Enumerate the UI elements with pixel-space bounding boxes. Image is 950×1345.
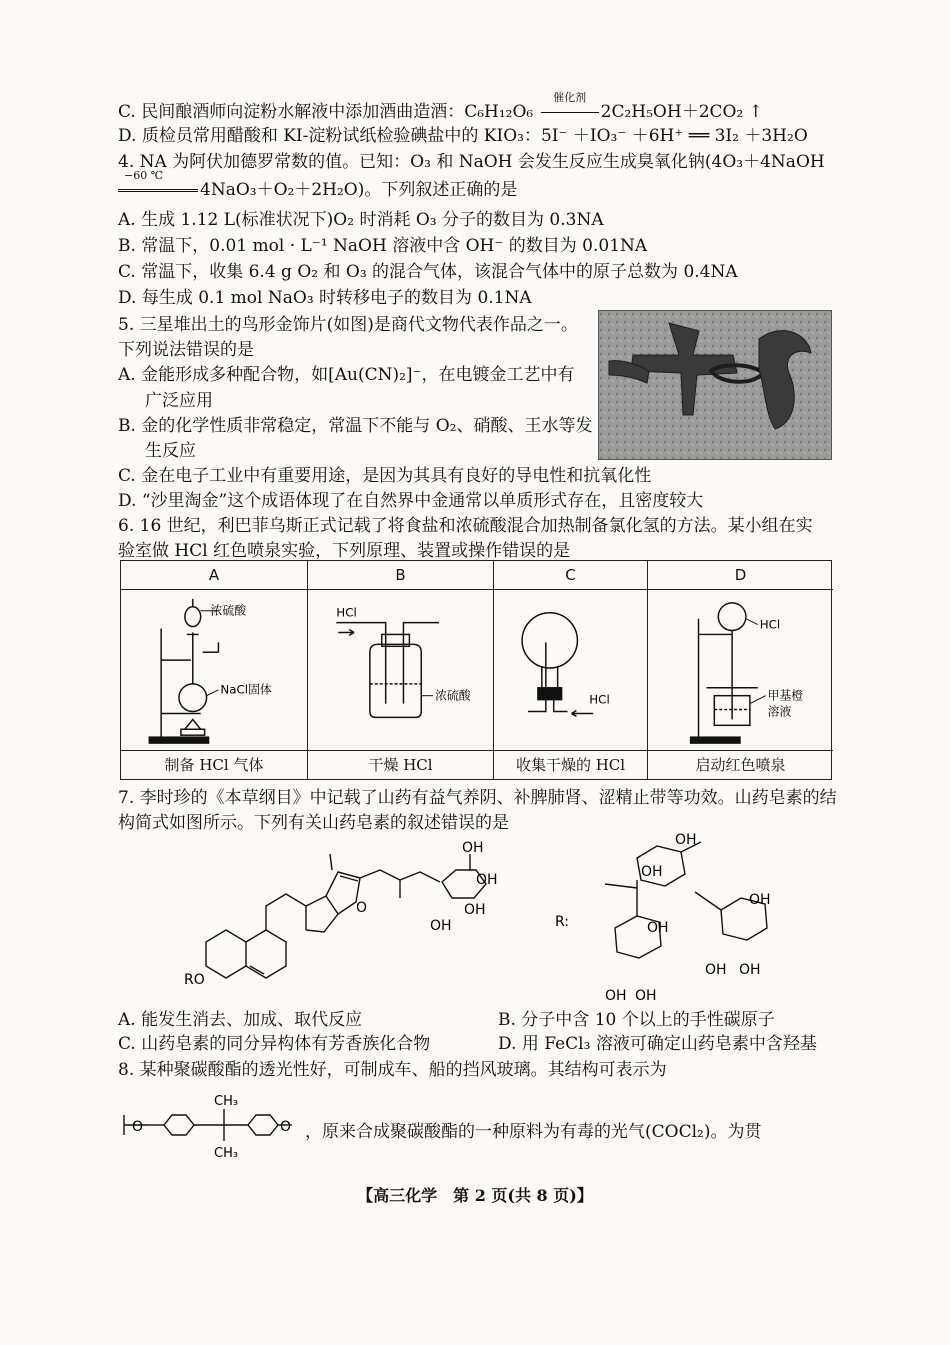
col-c-head: C [494, 561, 647, 590]
condition-label: −60 ℃ [124, 169, 164, 182]
label-hcl-c: HCl [589, 692, 610, 707]
r-oh-4: OH [749, 892, 771, 908]
q6-stem-2: 验室做 HCl 红色喷泉实验，下列原理、装置或操作错误的是 [118, 541, 571, 561]
mol-ro-label: RO [184, 972, 205, 988]
q5-option-d: D. “沙里淘金”这个成语体现了在自然界中金通常以单质形式存在，且密度较大 [118, 491, 704, 511]
col-c-caption: 收集干燥的 HCl [494, 750, 647, 779]
q3-option-d [118, 124, 808, 148]
catalyst-label: 催化剂 [553, 91, 587, 104]
q4-stem-2 [118, 169, 518, 202]
label-solution: 溶液 [767, 704, 792, 719]
q5-option-b-2: 生反应 [145, 441, 196, 461]
mol-o-label: O [356, 900, 368, 916]
r-oh-1: OH [675, 832, 697, 848]
poly-ch3-top: CH₃ [214, 1094, 239, 1109]
q4-stem-1: 4. NA 为阿伏加德罗常数的值。已知：O₃ 和 NaOH 会发生反应生成臭氧化钠(4O₃＋4NaOH [118, 152, 825, 172]
q5-stem-1: 5. 三星堆出土的鸟形金饰片(如图)是商代文物代表作品之一。 [118, 315, 578, 335]
label-sulfuric-b: 浓硫酸 [435, 688, 471, 703]
condition-arrow [118, 169, 200, 202]
col-b-head: B [308, 561, 493, 590]
q8-stem-2: ，原来合成聚碳酸酯的一种原料为有毒的光气(COCl₂)。为贯 [305, 1122, 762, 1142]
q3-c-text: C. 民间酿酒师向淀粉水解液中添加酒曲造酒： [118, 102, 465, 122]
mol-oh-label-1: OH [462, 840, 484, 856]
poly-o-1: O [132, 1119, 144, 1135]
q7-option-c: C. 山药皂素的同分异构体有芳香族化合物 [118, 1034, 431, 1054]
r-oh-5: OH [635, 988, 657, 1004]
apparatus-col-d [648, 561, 833, 779]
q3-d-text: D. 质检员常用醋酸和 KI-淀粉试纸检验碘盐中的 KIO₃： [118, 126, 541, 146]
q3-option-c [118, 91, 763, 124]
q7-stem-2: 构简式如图所示。下列有关山药皂素的叙述错误的是 [118, 813, 509, 833]
apparatus-col-a [121, 561, 308, 779]
label-hcl-d: HCl [759, 617, 781, 632]
q5-option-a-1: A. 金能形成多种配合物，如[Au(CN)₂]⁻，在电镀金工艺中有 [118, 365, 575, 385]
label-methyl-orange: 甲基橙 [767, 688, 804, 703]
q4-option-a: A. 生成 1.12 L(标准状况下)O₂ 时消耗 O₃ 分子的数目为 0.3NA [118, 210, 604, 230]
r-oh-3: OH [647, 920, 669, 936]
mol-oh-label-2: OH [476, 872, 498, 888]
q7-option-b: B. 分子中含 10 个以上的手性碳原子 [498, 1010, 775, 1030]
mol-oh-label-4: OH [430, 918, 452, 934]
col-b-caption: 干燥 HCl [308, 750, 493, 779]
q7-option-d: D. 用 FeCl₃ 溶液可确定山药皂素中含羟基 [498, 1034, 817, 1054]
apparatus-b-drawing [308, 589, 493, 751]
page-footer: 【高三化学 第 2 页(共 8 页)】 [357, 1186, 593, 1205]
q8-stem-1: 8. 某种聚碳酸酯的透光性好，可制成车、船的挡风玻璃。其结构可表示为 [118, 1060, 667, 1080]
q4-stem-2-text: 4NaO₃＋O₂＋2H₂O)。下列叙述正确的是 [200, 180, 518, 200]
label-nacl-solid: NaCl固体 [220, 682, 272, 697]
col-d-head: D [648, 561, 833, 590]
apparatus-d-drawing [648, 589, 833, 751]
dioscin-aglycone-structure [180, 840, 510, 1000]
r-ho-1: OH [605, 988, 627, 1004]
q3-c-eq-right: 2C₂H₅OH＋2CO₂ ↑ [600, 102, 763, 122]
apparatus-c-drawing [494, 589, 647, 751]
q3-d-eq: 5I⁻ ＋IO₃⁻ ＋6H⁺ ══ 3I₂ ＋3H₂O [540, 126, 808, 146]
col-a-head: A [121, 561, 307, 590]
q4-option-c: C. 常温下，收集 6.4 g O₂ 和 O₃ 的混合气体，该混合气体中的原子总数为 0.4NA [118, 262, 738, 282]
polycarbonate-structure [118, 1085, 308, 1165]
label-conc-sulfuric: 浓硫酸 [210, 603, 247, 618]
col-a-caption: 制备 HCl 气体 [121, 750, 307, 779]
catalyst-arrow [539, 91, 601, 124]
apparatus-table [120, 560, 832, 780]
apparatus-col-c [494, 561, 648, 779]
q5-option-c: C. 金在电子工业中有重要用途，是因为其具有良好的导电性和抗氧化性 [118, 466, 652, 486]
poly-o-2: O [280, 1119, 292, 1135]
q5-option-b-1: B. 金的化学性质非常稳定，常温下不能与 O₂、硝酸、王水等发 [118, 416, 593, 436]
r-label: R: [555, 914, 570, 930]
q7-stem-1: 7. 李时珍的《本草纲目》中记载了山药有益气养阴、补脾肺肾、涩精止带等功效。山药皂素的结 [118, 788, 837, 808]
q5-stem-2: 下列说法错误的是 [118, 340, 254, 360]
apparatus-col-b [308, 561, 494, 779]
q3-c-eq-left: C₆H₁₂O₆ [464, 102, 534, 122]
poly-ch3-bottom: CH₃ [214, 1146, 239, 1161]
q4-option-b: B. 常温下，0.01 mol · L⁻¹ NaOH 溶液中含 OH⁻ 的数目为 0.01NA [118, 236, 648, 256]
label-hcl-b: HCl [336, 605, 357, 620]
bird-gold-foil-photo [598, 310, 832, 460]
r-oh-6: OH [739, 962, 761, 978]
apparatus-a-drawing [121, 589, 307, 751]
q4-option-d: D. 每生成 0.1 mol NaO₃ 时转移电子的数目为 0.1NA [118, 288, 532, 308]
r-group-structure [555, 828, 805, 1008]
q5-option-a-2: 广泛应用 [145, 391, 213, 411]
q6-stem-1: 6. 16 世纪，利巴菲乌斯正式记载了将食盐和浓硫酸混合加热制备氯化氢的方法。某小组在实 [118, 516, 813, 536]
q7-option-a: A. 能发生消去、加成、取代反应 [118, 1010, 363, 1030]
mol-oh-label-3: OH [464, 902, 486, 918]
r-oh-2: OH [641, 864, 663, 880]
r-ho-2: OH [705, 962, 727, 978]
col-d-caption: 启动红色喷泉 [648, 750, 833, 779]
